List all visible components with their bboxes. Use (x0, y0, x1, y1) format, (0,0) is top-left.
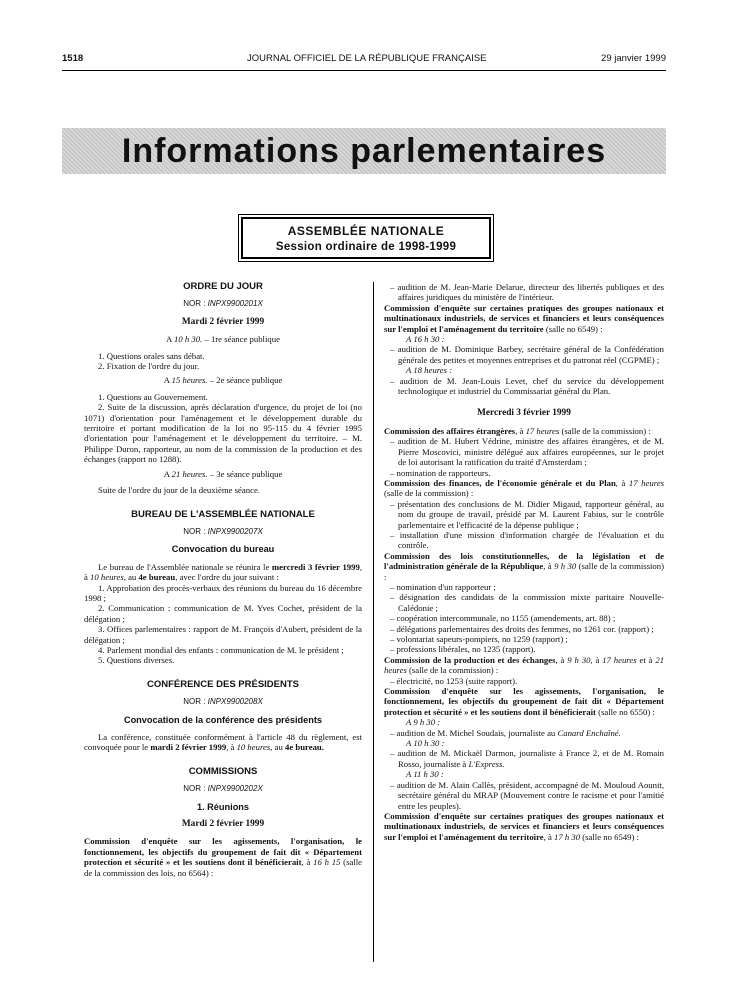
list-item: 5. Questions diverses. (98, 655, 175, 666)
agenda-item: – coopération intercommunale, no 1155 (amendements, art. 88) ; (390, 613, 616, 624)
time-slot: A 18 heures : (406, 365, 453, 376)
list-item: 1. Approbation des procès-verbaux des réunions du bureau du 16 décembre 1998 ; (84, 582, 362, 603)
audition-item: – audition de M. Michel Soudais, journaliste au Canard Enchaîné. (390, 727, 621, 738)
section-bureau-title: BUREAU DE L'ASSEMBLÉE NATIONALE (131, 508, 315, 520)
list-item: 2. Communication : communication de M. Yves Cochet, président de la délégation ; (84, 603, 362, 624)
conference-paragraph: La conférence, constituée conformément à l'article 48 du règlement, est convoquée pour le mardi 2 février 1999, à 10 heures, au 4e bureau. (84, 732, 362, 753)
nor-reference: NOR : INPX9900201X (183, 299, 263, 309)
conference-subtitle: Convocation de la conférence des présidents (123, 714, 323, 725)
audition-item: – audition de M. Jean-Marie Delarue, directeur des libertés publiques et des affaires juridiques du ministère de l'intérieur. (390, 282, 664, 303)
commission-entry: Commission des affaires étrangères, à 17 heures (salle de la commission) : (384, 425, 651, 436)
audition-item: – audition de M. Dominique Barbey, secrétaire général de la Confédération générale des petites et moyennes entreprises et du patronat réel (CGPME) ; (390, 344, 664, 365)
bureau-subtitle: Convocation du bureau (171, 544, 275, 555)
agenda-item: – volontariat sapeurs-pompiers, no 1259 (rapport) ; (390, 634, 568, 644)
commission-entry: Commission des finances, de l'économie générale et du Plan, à 17 heures (salle de la commission) : (384, 477, 664, 499)
column-divider (373, 282, 374, 962)
agenda-item: 1. Questions au Gouvernement. (98, 391, 208, 402)
assembly-masthead (241, 217, 491, 259)
agenda-item: – installation d'une mission d'information chargée de l'évaluation et du contrôle. (390, 529, 664, 551)
session-date: Mardi 2 février 1999 (181, 316, 265, 327)
commission-entry: Commission des lois constitutionnelles, de la législation et de l'administration générale de la République, à 9 h 30 (salle de la commission) : (384, 550, 664, 582)
session-date: Mardi 2 février 1999 (181, 819, 265, 830)
section-conference-title: CONFÉRENCE DES PRÉSIDENTS (146, 678, 300, 690)
masthead-session: Session ordinaire de 1998-1999 (275, 241, 457, 253)
agenda-item: – professions libérales, no 1235 (rapport). (390, 644, 536, 655)
time-slot: A 11 h 30 : (406, 769, 444, 780)
commission-entry: Commission de la production et des échanges, à 9 h 30, à 17 heures et à 21 heures (salle de la commission) : (384, 654, 665, 676)
sitting-heading: A 15 heures. – 2e séance publique (163, 375, 283, 386)
agenda-item: – désignation des candidats de la commission mixte paritaire Nouvelle-Calédonie ; (390, 592, 664, 613)
right-column (384, 282, 664, 842)
agenda-item: – présentation des conclusions de M. Didier Migaud, rapporteur général, au nom du groupe de travail, présidé par M. Laurent Fabius, sur le contrôle parlementaire et l'efficacité de la dépense publique ; (390, 498, 664, 530)
sitting-heading: A 10 h 30. – 1re séance publique (166, 334, 280, 345)
commission-entry: Commission d'enquête sur certaines pratiques des groupes nationaux et multinationaux industriels, de services et financiers et leurs conséquences sur l'emploi et l'aménagement du territoire (salle no 6549) : (384, 302, 664, 334)
masthead-assembly: ASSEMBLÉE NATIONALE (287, 224, 445, 238)
agenda-item: – nomination d'un rapporteur ; (390, 581, 496, 592)
banner-title: Informations parlementaires (121, 131, 607, 170)
running-head (62, 53, 666, 69)
audition-item: – audition de M. Jean-Louis Levet, chef du service du développement technologique et industriel du Commissariat général du Plan. (390, 375, 664, 397)
audition-item: – audition de M. Mickaël Darmon, journaliste à France 2, et de M. Romain Rosso, journaliste à L'Express. (390, 748, 664, 769)
agenda-item: 1. Questions orales sans débat. (98, 350, 205, 361)
time-slot: A 16 h 30 : (406, 334, 445, 345)
issue-date: 29 janvier 1999 (601, 53, 666, 64)
agenda-item: Suite de l'ordre du jour de la deuxième séance. (98, 485, 260, 496)
section-ordre-du-jour-title: ORDRE DU JOUR (183, 281, 263, 292)
time-slot: A 9 h 30 : (406, 717, 441, 728)
agenda-item: – audition de M. Hubert Védrine, ministre des affaires étrangères, et de M. Pierre Moscovici, ministre délégué aux affaires européennes, sur le projet de loi autorisant la ratification du traité d'Amsterdam ; (390, 436, 664, 468)
nor-reference: NOR : INPX9900207X (183, 526, 263, 536)
header-rule (62, 70, 666, 71)
section-banner (62, 128, 666, 174)
time-slot: A 10 h 30 : (406, 738, 445, 749)
commission-entry: Commission d'enquête sur les agissements, l'organisation, le fonctionnement, les objectifs du groupement de fait dit « Département protection et sécurité » et les soutiens dont il bénéficierait, à 16 h 15 (salle de la commission des lois, no 6564) : (84, 836, 362, 878)
agenda-item: – électricité, no 1253 (suite rapport). (390, 675, 518, 686)
publication-title: JOURNAL OFFICIEL DE LA RÉPUBLIQUE FRANÇAISE (247, 53, 487, 64)
nor-reference: NOR : INPX9900208X (183, 697, 263, 707)
agenda-item: – nomination de rapporteurs. (390, 467, 491, 478)
reunions-subtitle: 1. Réunions (196, 801, 250, 812)
nor-reference: NOR : INPX9900202X (183, 784, 263, 794)
list-item: 4. Parlement mondial des enfants : communication de M. le président ; (98, 644, 344, 655)
agenda-item: – délégations parlementaires des droits des femmes, no 1261 cor. (rapport) ; (390, 623, 654, 634)
left-column (84, 282, 362, 878)
session-date: Mercredi 3 février 1999 (477, 408, 571, 419)
sitting-heading: A 21 heures. – 3e séance publique (163, 468, 283, 479)
audition-item: – audition de M. Alain Callès, président, accompagné de M. Mouloud Aounit, secrétaire général du MRAP (Mouvement contre le racisme et pour l'amitié entre les peuples). (390, 779, 664, 811)
page-number: 1518 (62, 53, 84, 64)
section-commissions-title: COMMISSIONS (188, 765, 258, 777)
list-item: 3. Offices parlementaires : rapport de M. François d'Aubert, président de la délégation ; (84, 624, 362, 645)
bureau-paragraph: Le bureau de l'Assemblée nationale se réunira le mercredi 3 février 1999, à 10 heures, au 4e bureau, avec l'ordre du jour suivant : (84, 561, 362, 583)
commission-entry: Commission d'enquête sur les agissements, l'organisation, le fonctionnement, les objectifs du groupement de fait dit « Département protection et sécurité » et les soutiens dont il bénéficierait (salle no 6550) : (384, 686, 664, 717)
commission-entry: Commission d'enquête sur certaines pratiques des groupes nationaux et multinationaux industriels, de services et financiers et leurs conséquences sur l'emploi et l'aménagement du territoire, à 17 h 30 (salle no 6549) : (384, 810, 664, 842)
agenda-item: 2. Fixation de l'ordre du jour. (98, 361, 200, 372)
agenda-item: 2. Suite de la discussion, après déclaration d'urgence, du projet de loi (no 1071) d'orientation pour l'aménagement et le développement durable du territoire et portant modification de la loi no 95-115 du 4 février 1995 d'orientation pour l'aménagement et le développement du territoire. – M. Philippe Duron, rapporteur, au nom de la commission de la production et des échanges (rapport no 1288). (84, 402, 362, 465)
